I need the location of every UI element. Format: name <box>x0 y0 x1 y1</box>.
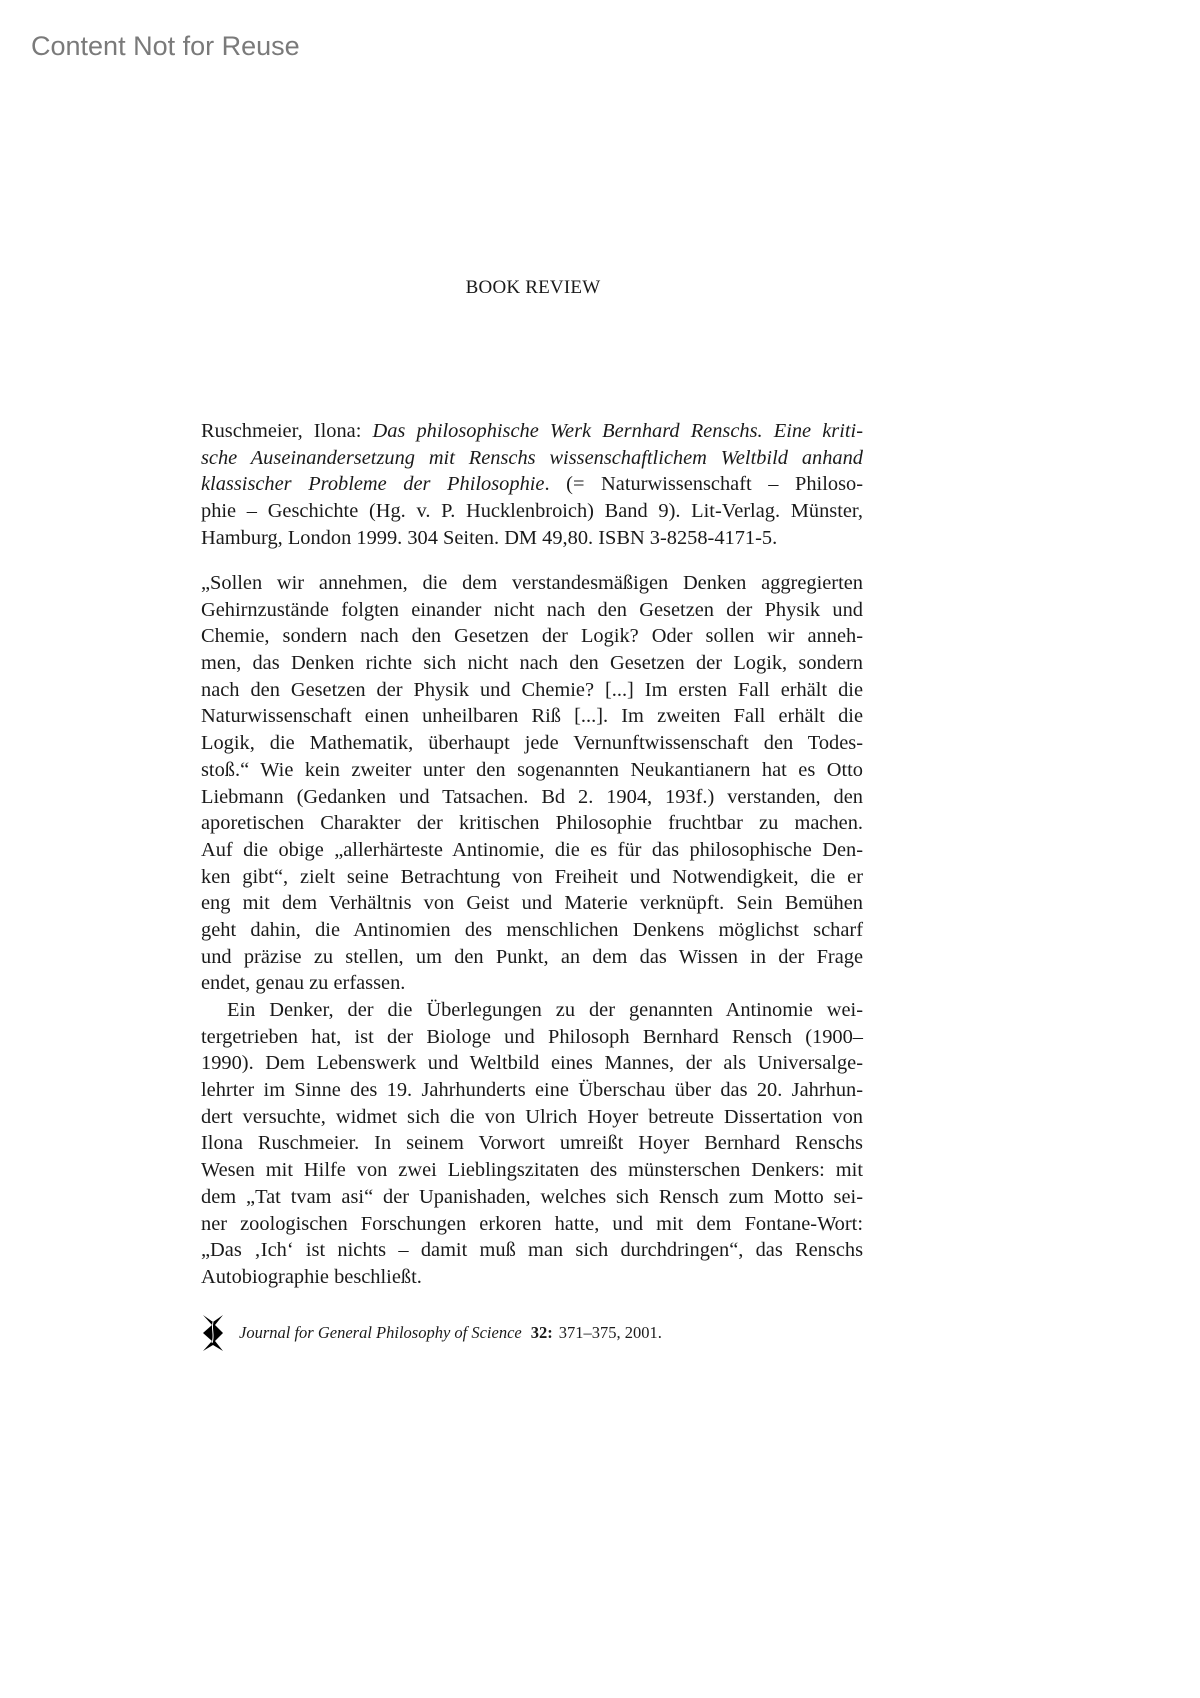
journal-pages: 371–375, 2001. <box>558 1323 662 1342</box>
citation-line: Hamburg, London 1999. 304 Seiten. DM 49,80. ISBN 3-8258-4171-5. <box>201 526 778 549</box>
text-line: Ein Denker, der die Überlegungen zu der genannten Antinomie wei- <box>227 999 863 1021</box>
publisher-logo-icon <box>201 1313 225 1353</box>
text-line: Wesen mit Hilfe von zwei Lieblingszitaten des münsterschen Denkers: mit <box>201 1159 863 1182</box>
text-line: dert versuchte, widmet sich die von Ulrich Hoyer betreute Dissertation von <box>201 1105 863 1128</box>
text-line: 1990). Dem Lebenswerk und Weltbild eines Mannes, der als Universalge- <box>201 1052 863 1075</box>
book-title: klassischer Probleme der Philosophie <box>201 473 545 496</box>
text-line: Chemie, sondern nach den Gesetzen der Logik? Oder sollen wir anneh- <box>201 625 863 648</box>
text-line: Ilona Ruschmeier. In seinem Vorwort umreißt Hoyer Bernhard Renschs <box>201 1132 863 1155</box>
text-line: tergetrieben hat, ist der Biologe und Philosoph Bernhard Rensch (1900– <box>201 1025 863 1048</box>
text-line: Liebmann (Gedanken und Tatsachen. Bd 2. 1904, 193f.) verstanden, den <box>201 785 863 808</box>
paragraph <box>201 570 863 997</box>
citation-line <box>201 471 863 498</box>
journal-footer <box>201 1313 662 1353</box>
text-line: und präzise zu stellen, um den Punkt, an dem das Wissen in der Frage <box>201 945 863 968</box>
text-line: eng mit dem Verhältnis von Geist und Materie verknüpft. Sein Bemühen <box>201 892 863 915</box>
book-citation <box>201 418 863 551</box>
text-line: „Das ‚Ich‘ ist nichts – damit muß man sich durchdringen“, das Renschs <box>201 1239 863 1262</box>
paragraph <box>201 997 863 1291</box>
text-line: ner zoologischen Forschungen erkoren hatte, und mit dem Fontane-Wort: <box>201 1212 863 1235</box>
journal-name: Journal for General Philosophy of Science <box>239 1323 522 1342</box>
text-line: geht dahin, die Antinomien des menschlichen Denkens möglichst scharf <box>201 918 863 941</box>
text-line: stoß.“ Wie kein zweiter unter den sogenannten Neukantianern hat es Otto <box>201 758 863 781</box>
text-line: nach den Gesetzen der Physik und Chemie? [...] Im ersten Fall erhält die <box>201 678 863 701</box>
text-line: lehrter im Sinne des 19. Jahrhunderts eine Überschau über das 20. Jahrhun- <box>201 1079 863 1102</box>
citation-line: sche Auseinandersetzung mit Renschs wissenschaftlichem Weltbild anhand <box>201 446 863 469</box>
text-line: ken gibt“, zielt seine Betrachtung von Freiheit und Notwendigkeit, die er <box>201 865 863 888</box>
text-line: dem „Tat tvam asi“ der Upanishaden, welches sich Rensch zum Motto sei- <box>201 1185 863 1208</box>
text-line: men, das Denken richte sich nicht nach den Gesetzen der Logik, sondern <box>201 652 863 675</box>
text-line: Autobiographie beschließt. <box>201 1265 422 1288</box>
text-line: Logik, die Mathematik, überhaupt jede Vernunftwissenschaft den Todes- <box>201 732 863 755</box>
author: Ruschmeier, Ilona: <box>201 420 373 442</box>
citation-line: phie – Geschichte (Hg. v. P. Hucklenbroich) Band 9). Lit-Verlag. Münster, <box>201 500 863 523</box>
citation-line <box>201 418 863 445</box>
section-heading: BOOK REVIEW <box>465 277 601 298</box>
review-body <box>201 570 863 1291</box>
journal-volume: 32: <box>530 1323 553 1342</box>
book-title: Das philosophische Werk Bernhard Renschs. Eine kriti- <box>372 420 863 442</box>
text-line: Gehirnzustände folgten einander nicht nach den Gesetzen der Physik und <box>201 598 863 621</box>
watermark: Content Not for Reuse <box>31 31 300 61</box>
text-line: aporetischen Charakter der kritischen Philosophie fruchtbar zu machen. <box>201 812 863 835</box>
text-line: endet, genau zu erfassen. <box>201 972 406 995</box>
text-line: „Sollen wir annehmen, die dem verstandesmäßigen Denken aggregierten <box>201 572 863 594</box>
text-line: Naturwissenschaft einen unheilbaren Riß [...]. Im zweiten Fall erhält die <box>201 705 863 728</box>
citation-text: . (= Naturwissenschaft – Philoso- <box>544 473 864 496</box>
text-line: Auf die obige „allerhärteste Antinomie, die es für das philosophische Den- <box>201 838 863 861</box>
